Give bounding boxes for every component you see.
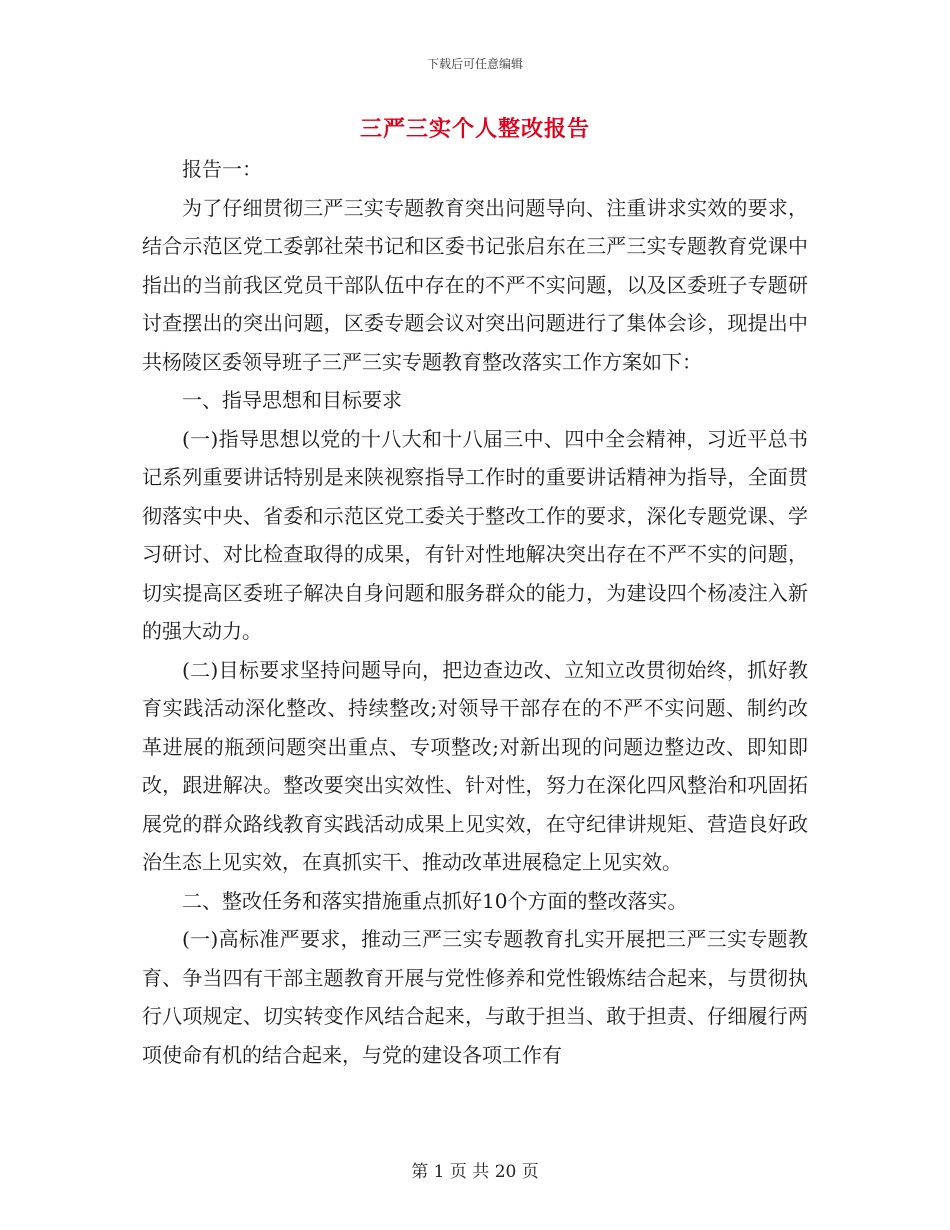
paragraph-task-1: (一)高标准严要求，推动三严三实专题教育扎实开展把三严三实专题教育、争当四有干部主题教育开展与党性修养和党性锻炼结合起来，与贯彻执行八项规定、切实转变作风结合起来，与敢于担当、敢于担责、仔细履行两项使命有机的结合起来，与党的建设各项工作有 <box>142 927 808 1067</box>
section-heading-2: 二、整改任务和落实措施重点抓好10个方面的整改落实。 <box>182 888 688 913</box>
section-heading-1: 一、指导思想和目标要求 <box>182 388 402 412</box>
page-number-footer: 第 1 页 共 20 页 <box>411 1162 539 1182</box>
header-note: 下载后可任意编辑 <box>426 57 523 71</box>
document-body <box>142 150 808 1074</box>
paragraph-guiding-thought: (一)指导思想以党的十八大和十八届三中、四中全会精神，习近平总书记系列重要讲话特别是来陕视察指导工作时的重要讲话精神为指导，全面贯彻落实中央、省委和示范区党工委关于整改工作的要求，深化专题党课、学习研讨、对比检查取得的成果，有针对性地解决突出存在不严不实的问题，切实提高区委班子解决自身问题和服务群众的能力，为建设四个杨凌注入新的强大动力。 <box>142 426 808 643</box>
document-title: 三严三实个人整改报告 <box>359 116 590 142</box>
paragraph-goals: (二)目标要求坚持问题导向，把边查边改、立知立改贯彻始终，抓好教育实践活动深化整改、持续整改;对领导干部存在的不严不实问题、制约改革进展的瓶颈问题突出重点、专项整改;对新出现的问题边整边改、即知即改，跟进解决。整改要突出实效性、针对性，努力在深化四风整治和巩固拓展党的群众路线教育实践活动成果上见实效，在守纪律讲规矩、营造良好政治生态上见实效，在真抓实干、推动改革进展稳定上见实效。 <box>142 657 808 874</box>
paragraph-intro: 为了仔细贯彻三严三实专题教育突出问题导向、注重讲求实效的要求，结合示范区党工委郭社荣书记和区委书记张启东在三严三实专题教育党课中指出的当前我区党员干部队伍中存在的不严不实问题，以及区委班子专题研讨查摆出的突出问题，区委专题会议对突出问题进行了集体会诊，现提出中共杨陵区委领导班子三严三实专题教育整改落实工作方案如下： <box>142 195 808 374</box>
paragraph-report-label: 报告一： <box>182 157 262 181</box>
